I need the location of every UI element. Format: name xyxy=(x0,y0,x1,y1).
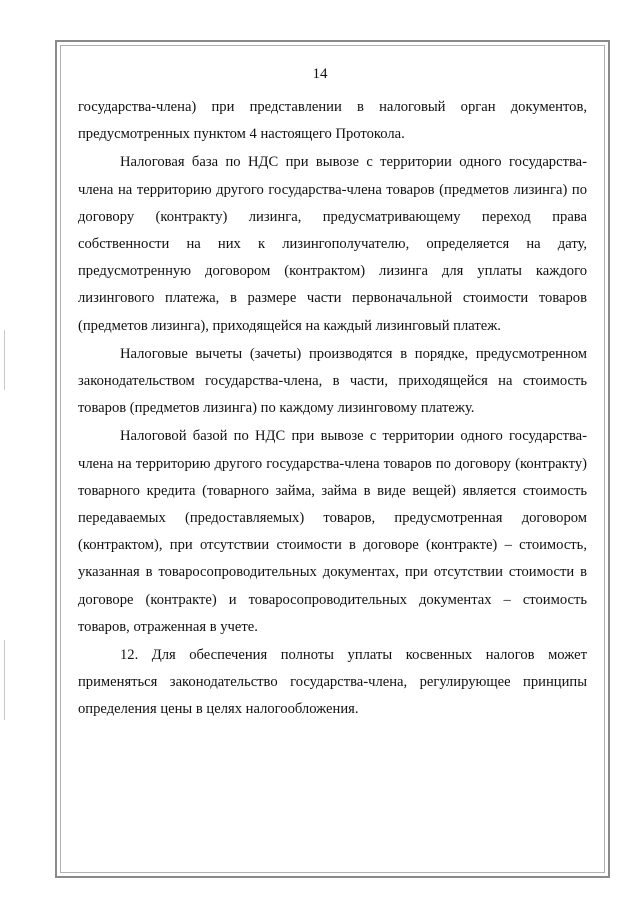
paragraph-continuation: государства-члена) при представлении в налоговый орган документов, предусмотренных пунктом 4 настоящего Протокола. xyxy=(78,99,587,143)
paragraph-item-12: 12. Для обеспечения полноты уплаты косвенных налогов может применяться законодательство государства-члена, регулирующее принципы определения цены в целях налогообложения. xyxy=(78,647,587,718)
paragraph-commodity-credit-tax-base: Налоговой базой по НДС при вывозе с территории одного государства-члена на территорию другого государства-члена товаров по договору (контракту) товарного кредита (товарного займа, займа в виде вещей) является стоимость передаваемых (предоставляемых) товаров, предусмотренная договором (контрактом), при отсутствии стоимости в договоре (контракте) – стоимость, указанная в товаросопроводительных документах, при отсутствии стоимости в договоре (контракте) и товаросопроводительных документах – стоимость товаров, отраженная в учете. xyxy=(78,428,587,635)
document-body xyxy=(78,94,587,724)
paragraph-tax-deductions: Налоговые вычеты (зачеты) производятся в порядке, предусмотренном законодательством государства-члена, в части, приходящейся на стоимость товаров (предметов лизинга) по каждому лизинговому платежу. xyxy=(78,345,587,417)
scan-edge-mark xyxy=(4,640,5,720)
page-number: 14 xyxy=(312,66,328,82)
paragraph-leasing-tax-base: Налоговая база по НДС при вывозе с территории одного государства-члена на территорию другого государства-члена товаров (предметов лизинга) по договору (контракту) лизинга, предусматривающему переход права собственности на них к лизингополучателю, определяется на дату, предусмотренную договором (контрактом) лизинга для уплаты каждого лизингового платежа, в размере части первоначальной стоимости товаров (предметов лизинга), приходящейся на каждый лизинговый платеж. xyxy=(78,154,587,334)
scan-edge-mark xyxy=(4,330,5,390)
